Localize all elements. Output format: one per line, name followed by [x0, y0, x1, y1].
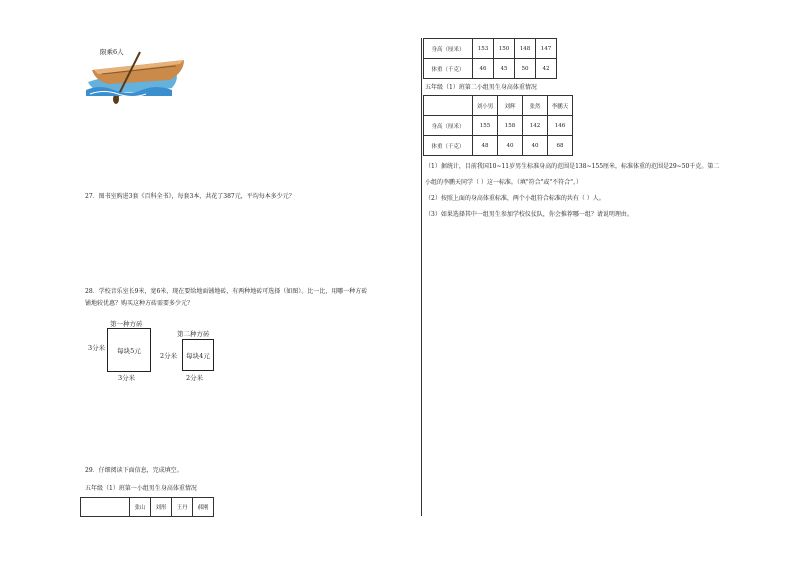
table-cell: 147 [536, 39, 557, 59]
tile1-price: 每块5元 [117, 346, 141, 355]
table-cell [424, 96, 473, 116]
table-cell: 张山 [130, 498, 151, 517]
table-cell: 155 [473, 116, 498, 136]
table-cell: 王丹 [172, 498, 193, 517]
tile2-side-label: 2分米 [160, 352, 178, 360]
tile1-title: 第一种方砖 [110, 320, 143, 328]
table1-body [423, 38, 557, 79]
table-cell: 40 [523, 136, 548, 156]
table-cell: 48 [473, 136, 498, 156]
boat-icon [80, 44, 190, 106]
question-29-part2: （2）按照上面的身高体重标准，两个小组符合标准的共有（ ）人。 [425, 195, 605, 202]
table-cell: 68 [548, 136, 573, 156]
table-cell: 体重（千克） [424, 59, 473, 79]
column-divider [421, 38, 422, 516]
tile2-title: 第二种方砖 [177, 330, 210, 338]
question-28-line1: 28．学校音乐室长9米，宽6米，现在要给地面铺地砖，有两种地砖可选择（如图）。比一比，用哪一种方砖 [85, 288, 368, 295]
table-cell: 150 [494, 39, 515, 59]
table-cell: 50 [515, 59, 536, 79]
table-row [424, 96, 573, 116]
table-cell: 李鹏天 [548, 96, 573, 116]
table-row [424, 59, 557, 79]
table-cell: 158 [498, 116, 523, 136]
table-cell: 张然 [523, 96, 548, 116]
table-cell: 148 [515, 39, 536, 59]
question-27: 27．图书室购进3套《百科全书》，每套3本，共花了387元，平均每本多少元？ [85, 193, 295, 200]
table-cell: 40 [498, 136, 523, 156]
table-cell: 45 [494, 59, 515, 79]
table-cell: 体重（千克） [424, 136, 473, 156]
question-29-part1-line1: （1）据统计，目前我国10~11岁男生标准身高的范围是138~155厘米，标准体重的范围是29~50千克。第二 [425, 163, 720, 170]
table-cell: 郝刚 [193, 498, 214, 517]
tile1-side-label: 3分米 [88, 344, 106, 352]
table-row [424, 39, 557, 59]
question-29: 29．仔细阅读下面信息，完成填空。 [85, 467, 183, 474]
tile2-price: 每块4元 [186, 351, 210, 360]
tile1-bottom-label: 3分米 [118, 374, 136, 382]
table-cell [81, 498, 130, 517]
table-cell: 刘彤 [151, 498, 172, 517]
table-row [424, 136, 573, 156]
boat-capacity-label: 限乘6人 [100, 48, 124, 56]
table-cell: 42 [536, 59, 557, 79]
table-row [424, 116, 573, 136]
tile2-square [182, 339, 214, 371]
table2-title: 五年级（1）班第二小组男生身高体重情况 [425, 84, 537, 91]
table-cell: 刘小男 [473, 96, 498, 116]
tile1-square [107, 328, 151, 372]
boat-illustration [80, 44, 190, 106]
table-cell: 146 [548, 116, 573, 136]
question-29-part1-line2: 小组的李鹏天同学（ ）这一标准。（填"符合"或"不符合"。） [425, 179, 582, 186]
table-cell: 46 [473, 59, 494, 79]
table-cell: 153 [473, 39, 494, 59]
question-28-line2: 铺地较优惠？购买这种方砖需要多少元？ [85, 300, 194, 307]
table1-title: 五年级（1）班第一小组男生身高体重情况 [85, 485, 197, 492]
question-29-part3: （3）如果选择其中一组男生参加学校仪仗队，你会推荐哪一组？请说明理由。 [425, 211, 633, 218]
table-cell: 身高（厘米） [424, 39, 473, 59]
table-cell: 身高（厘米） [424, 116, 473, 136]
table2 [423, 95, 573, 156]
table1-header [80, 497, 214, 517]
tile2-bottom-label: 2分米 [186, 374, 204, 382]
table-cell: 刘辉 [498, 96, 523, 116]
table-cell: 142 [523, 116, 548, 136]
